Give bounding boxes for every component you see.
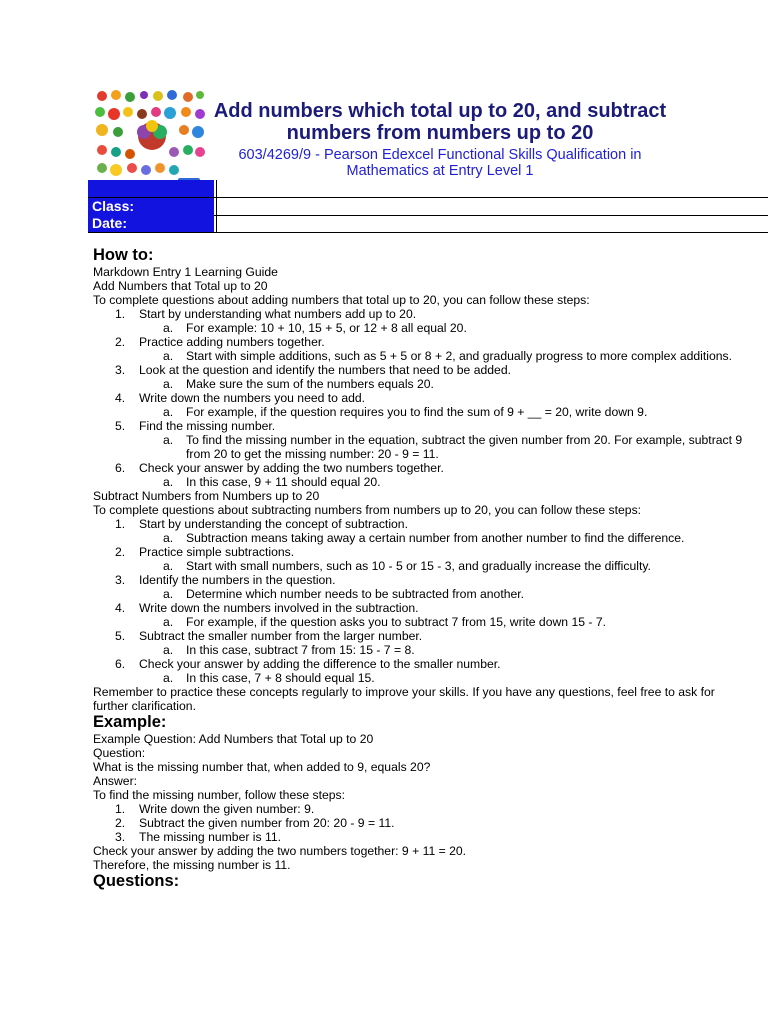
subtract-substep: a. In this case, subtract 7 from 15: 15 - 7 = 8. — [163, 643, 415, 657]
intro-line: Add Numbers that Total up to 20 — [93, 279, 268, 293]
worksheet-subtitle: 603/4269/9 - Pearson Edexcel Functional Skills Qualification in Mathematics at Entry Level 1 — [238, 147, 642, 179]
header-illustration — [92, 88, 208, 192]
name-row — [88, 180, 768, 198]
add-step: 6. Check your answer by adding the two numbers together. — [115, 461, 444, 475]
add-step: 5. Find the missing number. — [115, 419, 276, 433]
add-substep: a. To find the missing number in the equation, subtract the given number from 20. For example, subtract 9 from 20 to get the missing number: 20 - 9 = 11. — [163, 433, 743, 461]
intro-line: Markdown Entry 1 Learning Guide — [93, 265, 278, 279]
example-line: To find the missing number, follow these steps: — [93, 788, 346, 802]
date-label: Date: — [88, 215, 214, 232]
closing-text: Remember to practice these concepts regularly to improve your skills. If you have any questions, feel free to ask for further clarification. — [93, 685, 715, 713]
example-line: Example Question: Add Numbers that Total up to 20 — [93, 732, 374, 746]
class-field[interactable] — [216, 198, 768, 215]
subtract-substep: a. For example, if the question asks you to subtract 7 from 15, write down 15 - 7. — [163, 615, 606, 629]
date-field[interactable] — [216, 215, 768, 232]
add-substep: a. Make sure the sum of the numbers equals 20. — [163, 377, 434, 391]
fruit-collage-icon — [95, 90, 205, 190]
add-substep: a. For example, if the question requires you to find the sum of 9 + __ = 20, write down 9. — [163, 405, 648, 419]
name-label — [88, 180, 214, 197]
subtract-substep: a. In this case, 7 + 8 should equal 15. — [163, 671, 375, 685]
example-line: What is the missing number that, when added to 9, equals 20? — [93, 760, 431, 774]
intro-line: To complete questions about adding numbers that total up to 20, you can follow these steps: — [93, 293, 590, 307]
subtract-substep: a. Subtraction means taking away a certain number from another number to find the difference. — [163, 531, 685, 545]
example-step: 2. Subtract the given number from 20: 20 - 9 = 11. — [115, 816, 395, 830]
example-check: Check your answer by adding the two numbers together: 9 + 11 = 20. — [93, 844, 467, 858]
add-step: 1. Start by understanding what numbers add up to 20. — [115, 307, 417, 321]
example-step: 3. The missing number is 11. — [115, 830, 282, 844]
example-line: Answer: — [93, 774, 138, 788]
subtract-step: 1. Start by understanding the concept of subtraction. — [115, 517, 408, 531]
add-substep: a. Start with simple additions, such as 5 + 5 or 8 + 2, and gradually progress to more complex additions. — [163, 349, 733, 363]
subtract-substep: a. Determine which number needs to be subtracted from another. — [163, 587, 525, 601]
add-substep: a. For example: 10 + 10, 15 + 5, or 12 + 8 all equal 20. — [163, 321, 467, 335]
subtract-step: 2. Practice simple subtractions. — [115, 545, 295, 559]
subtract-step: 4. Write down the numbers involved in the subtraction. — [115, 601, 419, 615]
date-row — [88, 215, 768, 233]
subtract-title: Subtract Numbers from Numbers up to 20 — [93, 489, 320, 503]
worksheet-content — [93, 246, 753, 891]
subtract-step: 3. Identify the numbers in the question. — [115, 573, 336, 587]
example-step: 1. Write down the given number: 9. — [115, 802, 315, 816]
add-step: 3. Look at the question and identify the numbers that need to be added. — [115, 363, 511, 377]
class-label: Class: — [88, 198, 214, 215]
subtract-intro: To complete questions about subtracting numbers from numbers up to 20, you can follow these steps: — [93, 503, 642, 517]
class-row — [88, 198, 768, 216]
example-conclusion: Therefore, the missing number is 11. — [93, 858, 291, 872]
add-substep: a. In this case, 9 + 11 should equal 20. — [163, 475, 381, 489]
worksheet-title: Add numbers which total up to 20, and subtract numbers from numbers up to 20 — [213, 100, 667, 144]
questions-heading: Questions: — [93, 872, 180, 890]
add-step: 4. Write down the numbers you need to add. — [115, 391, 366, 405]
add-step: 2. Practice adding numbers together. — [115, 335, 325, 349]
subtract-substep: a. Start with small numbers, such as 10 - 5 or 15 - 3, and gradually increase the difficulty. — [163, 559, 651, 573]
subtract-step: 5. Subtract the smaller number from the larger number. — [115, 629, 423, 643]
example-line: Question: — [93, 746, 146, 760]
subtract-step: 6. Check your answer by adding the difference to the smaller number. — [115, 657, 501, 671]
howto-heading: How to: — [93, 246, 154, 264]
name-field[interactable] — [216, 180, 768, 197]
example-heading: Example: — [93, 713, 167, 731]
